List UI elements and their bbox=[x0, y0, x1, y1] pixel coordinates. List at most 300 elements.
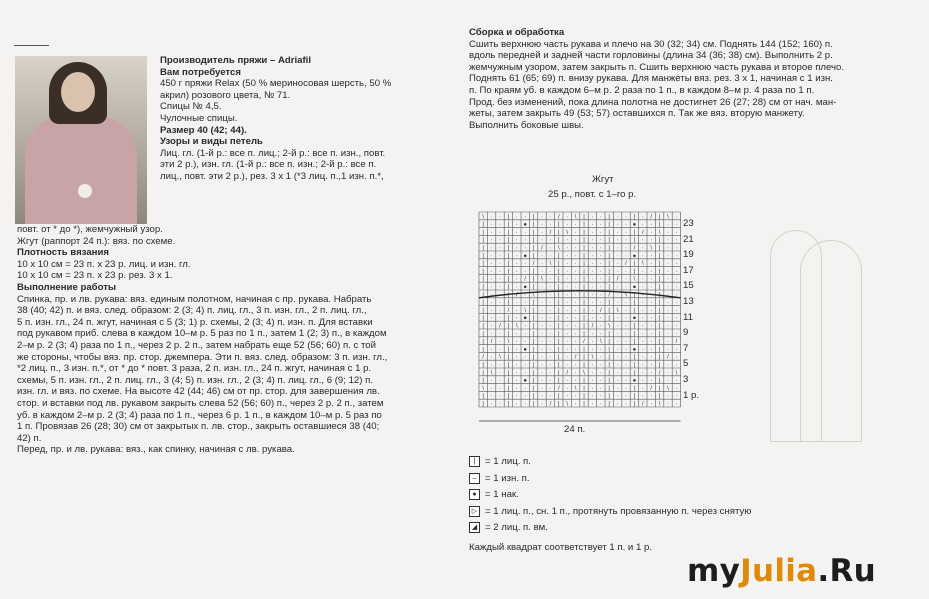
legend-text: = 2 лиц. п. вм. bbox=[485, 522, 548, 533]
stitch-symbol: · bbox=[625, 346, 627, 353]
stitch-symbol: · bbox=[541, 393, 543, 400]
stitch-symbol: · bbox=[515, 284, 518, 291]
text-line: Чулочные спицы. bbox=[160, 112, 238, 124]
stitch-symbol: · bbox=[574, 292, 577, 299]
stitch-symbol: · bbox=[490, 268, 493, 275]
stitch-symbol: · bbox=[499, 315, 501, 322]
stitch-symbol: · bbox=[667, 401, 669, 408]
stitch-symbol: | bbox=[507, 401, 510, 408]
stitch-symbol: · bbox=[549, 237, 552, 244]
stitch-symbol: · bbox=[515, 222, 518, 229]
stitch-symbol: | bbox=[583, 253, 585, 260]
legend-text: = 1 изн. п. bbox=[485, 472, 530, 484]
stitch-symbol: / bbox=[482, 354, 485, 361]
text-line: 38 (40; 42) п. и вяз. след. образом: 2 (3; 4) п. лиц. гл., 3 п. изн. гл., 2 п. лиц. гл., bbox=[17, 305, 367, 317]
stitch-symbol: · bbox=[667, 339, 669, 346]
stitch-symbol: | bbox=[532, 339, 535, 346]
stitch-symbol: ● bbox=[523, 346, 528, 353]
legend-symbol-icon: ◢ bbox=[469, 522, 480, 533]
text-line: Спинка, пр. и лв. рукава: вяз. единым полотном, начиная с пр. рукава. Набрать bbox=[17, 293, 372, 305]
stitch-symbol: · bbox=[675, 222, 678, 229]
stitch-symbol: · bbox=[515, 268, 518, 275]
stitch-symbol: | bbox=[558, 315, 560, 322]
stitch-symbol: | bbox=[482, 378, 484, 385]
stitch-symbol: · bbox=[549, 393, 552, 400]
stitch-symbol: · bbox=[549, 268, 552, 275]
stitch-symbol: | bbox=[608, 253, 610, 260]
stitch-symbol: · bbox=[650, 323, 653, 330]
stitch-symbol: · bbox=[524, 393, 527, 400]
stitch-symbol: · bbox=[650, 378, 653, 385]
stitch-symbol: | bbox=[608, 229, 610, 236]
stitch-symbol: · bbox=[541, 214, 543, 221]
stitch-symbol: · bbox=[515, 354, 518, 361]
stitch-symbol: | bbox=[608, 245, 610, 252]
stitch-symbol: ● bbox=[523, 378, 528, 385]
stitch-symbol: · bbox=[616, 229, 619, 236]
stitch-symbol: | bbox=[633, 292, 636, 299]
stitch-symbol: · bbox=[574, 276, 577, 283]
stitch-symbol: · bbox=[641, 237, 644, 244]
stitch-symbol: · bbox=[650, 346, 653, 353]
sweater-shape bbox=[25, 116, 137, 224]
stitch-symbol: · bbox=[625, 229, 627, 236]
row-label: 21 bbox=[683, 233, 694, 245]
stitch-symbol: / bbox=[641, 401, 644, 408]
stitch-symbol: · bbox=[625, 378, 627, 385]
stitch-symbol: · bbox=[667, 284, 669, 291]
stitch-symbol: \ bbox=[574, 385, 577, 392]
stitch-symbol: · bbox=[549, 300, 552, 307]
text-line: *2 лиц. п., 3 изн. п.*, от * до * повт. 3 раза, 2 п. изн. гл., 24 п. жгут, начиная с 1 р. bbox=[17, 363, 372, 375]
stitch-symbol: / bbox=[641, 229, 644, 236]
text-line: вдоль передней и задней части горловины (длина 34 (36; 38) см). Выполнить 2 р. bbox=[469, 50, 833, 62]
stitch-symbol: · bbox=[650, 292, 653, 299]
stitch-symbol: · bbox=[524, 362, 527, 369]
text-line: Выполнить боковые швы. bbox=[469, 119, 584, 131]
stitch-symbol: · bbox=[616, 378, 619, 385]
stitch-symbol: ● bbox=[632, 284, 637, 291]
stitch-symbol: · bbox=[574, 307, 577, 314]
text-line: Прод. без изменений, пока длина полотна не достигнет 26 (27; 28) см от нач. ман- bbox=[469, 96, 837, 108]
stitch-symbol: · bbox=[616, 300, 619, 307]
stitch-symbol: | bbox=[532, 331, 535, 338]
stitch-symbol: · bbox=[524, 385, 527, 392]
stitch-symbol: · bbox=[515, 346, 518, 353]
text-line: Спицы № 4,5. bbox=[160, 101, 222, 113]
stitch-symbol: · bbox=[566, 385, 569, 392]
stitch-symbol: · bbox=[599, 300, 602, 307]
stitch-symbol: | bbox=[608, 393, 610, 400]
stitch-symbol: · bbox=[541, 354, 543, 361]
stitch-symbol: \ bbox=[658, 229, 661, 236]
stitch-symbol: | bbox=[532, 362, 535, 369]
stitch-symbol: · bbox=[541, 222, 543, 229]
stitch-symbol: | bbox=[658, 237, 661, 244]
stitch-symbol: | bbox=[482, 292, 484, 299]
stitch-symbol: · bbox=[591, 401, 594, 408]
stitch-symbol: \ bbox=[499, 354, 501, 361]
stitch-symbol: \ bbox=[482, 385, 485, 392]
stitch-symbol: | bbox=[658, 393, 661, 400]
stitch-symbol: · bbox=[591, 362, 594, 369]
stitch-symbol: \ bbox=[507, 339, 510, 346]
stitch-symbol: · bbox=[574, 237, 577, 244]
stitch-symbol: | bbox=[633, 237, 636, 244]
text-line: 450 г пряжи Relax (50 % мериносовая шерсть, 50 % bbox=[160, 78, 392, 90]
stitch-symbol: | bbox=[658, 354, 661, 361]
stitch-symbol: · bbox=[515, 401, 518, 408]
stitch-symbol: · bbox=[574, 331, 577, 338]
stitch-symbol: · bbox=[541, 284, 543, 291]
stitch-symbol: · bbox=[566, 292, 569, 299]
stitch-symbol: | bbox=[482, 346, 484, 353]
stitch-symbol: | bbox=[507, 354, 510, 361]
stitch-symbol: | bbox=[558, 378, 560, 385]
stitch-symbol: · bbox=[574, 378, 577, 385]
stitch-symbol: · bbox=[499, 268, 501, 275]
stitch-symbol: | bbox=[608, 307, 610, 314]
stitch-symbol: / bbox=[658, 370, 661, 377]
stitch-symbol: | bbox=[658, 276, 661, 283]
stitch-symbol: / bbox=[650, 214, 653, 221]
text-line: 42) п. bbox=[17, 432, 42, 444]
stitch-symbol: · bbox=[675, 385, 678, 392]
stitch-symbol: · bbox=[515, 370, 518, 377]
stitch-symbol: · bbox=[524, 261, 527, 268]
stitch-symbol: · bbox=[641, 370, 644, 377]
stitch-symbol: · bbox=[675, 214, 678, 221]
stitch-symbol: \ bbox=[490, 370, 493, 377]
stitch-symbol: \ bbox=[515, 323, 518, 330]
stitch-symbol: · bbox=[625, 276, 627, 283]
stitch-symbol: / bbox=[549, 229, 552, 236]
stitch-symbol: · bbox=[549, 385, 552, 392]
stitch-symbol: · bbox=[490, 276, 493, 283]
stitch-symbol: | bbox=[532, 276, 535, 283]
model-photo bbox=[15, 56, 147, 224]
stitch-symbol: | bbox=[633, 229, 636, 236]
stitch-symbol: | bbox=[583, 323, 585, 330]
chart-title: Жгут bbox=[592, 174, 614, 185]
row-label: 17 bbox=[683, 264, 694, 276]
stitch-symbol: | bbox=[608, 401, 610, 408]
stitch-symbol: · bbox=[625, 237, 627, 244]
stitch-symbol: · bbox=[499, 346, 501, 353]
stitch-symbol: · bbox=[541, 378, 543, 385]
stitch-symbol: | bbox=[507, 331, 510, 338]
stitch-symbol: · bbox=[541, 261, 543, 268]
stitch-symbol: · bbox=[625, 385, 627, 392]
stitch-symbol: | bbox=[658, 284, 661, 291]
stitch-symbol: · bbox=[490, 261, 493, 268]
stitch-symbol: · bbox=[591, 331, 594, 338]
stitch-symbol: · bbox=[650, 307, 653, 314]
stitch-symbol: · bbox=[566, 214, 569, 221]
stitch-symbol: · bbox=[650, 222, 653, 229]
stitch-symbol: · bbox=[574, 261, 577, 268]
stitch-symbol: · bbox=[566, 354, 569, 361]
stitch-symbol: \ bbox=[482, 214, 485, 221]
stitch-symbol: · bbox=[599, 229, 602, 236]
stitch-symbol: · bbox=[499, 393, 501, 400]
text-line: уб. в каждом 2–м р. 2 (3; 4) раза по 1 п., через 6 р. 1 п., в каждом 10–м р. 5 раз по bbox=[17, 409, 382, 421]
stitch-symbol: ● bbox=[523, 315, 528, 322]
stitch-symbol: · bbox=[515, 237, 518, 244]
stitch-symbol: · bbox=[490, 237, 493, 244]
stitch-symbol: / bbox=[507, 307, 510, 314]
stitch-symbol: · bbox=[667, 323, 669, 330]
stitch-symbol: | bbox=[558, 237, 560, 244]
stitch-symbol: · bbox=[574, 229, 577, 236]
stitch-symbol: \ bbox=[524, 307, 527, 314]
stitch-symbol: · bbox=[490, 245, 493, 252]
stitch-symbol: · bbox=[549, 284, 552, 291]
stitch-symbol: | bbox=[482, 401, 484, 408]
stitch-symbol: · bbox=[667, 237, 669, 244]
stitch-symbol: · bbox=[675, 245, 678, 252]
chart-subtitle: 25 р., повт. с 1–го р. bbox=[548, 189, 637, 200]
stitch-symbol: · bbox=[675, 253, 678, 260]
text-line: Вам потребуется bbox=[160, 66, 241, 78]
stitch-symbol: · bbox=[675, 268, 678, 275]
stitch-symbol: · bbox=[625, 393, 627, 400]
stitch-symbol: · bbox=[524, 245, 527, 252]
stitch-symbol: · bbox=[541, 339, 543, 346]
stitch-symbol: | bbox=[608, 362, 610, 369]
stitch-symbol: · bbox=[650, 393, 653, 400]
stitch-symbol: · bbox=[616, 393, 619, 400]
stitch-symbol: | bbox=[532, 222, 535, 229]
stitch-symbol: · bbox=[524, 401, 527, 408]
stitch-symbol: · bbox=[616, 370, 619, 377]
stitch-symbol: / bbox=[574, 354, 577, 361]
stitch-symbol: · bbox=[549, 362, 552, 369]
stitch-symbol: · bbox=[591, 268, 594, 275]
stitch-symbol: | bbox=[658, 378, 661, 385]
stitch-symbol: ● bbox=[632, 315, 637, 322]
stitch-symbol: | bbox=[658, 214, 661, 221]
stitch-symbol: · bbox=[675, 378, 678, 385]
stitch-symbol: | bbox=[583, 300, 585, 307]
stitch-symbol: \ bbox=[616, 307, 619, 314]
stitch-symbol: · bbox=[616, 261, 619, 268]
text-line: Жгут (раппорт 24 п.): вяз. по схеме. bbox=[17, 235, 176, 247]
stitch-symbol: · bbox=[591, 253, 594, 260]
stitch-symbol: | bbox=[583, 378, 585, 385]
stitch-symbol: | bbox=[633, 214, 636, 221]
stitch-symbol: · bbox=[490, 346, 493, 353]
stitch-symbol: | bbox=[482, 284, 484, 291]
stitch-symbol: · bbox=[641, 307, 644, 314]
text-line: лиц., повт. эти 2 р.), рез. 3 х 1 (*3 лиц. п.,1 изн. п.*, bbox=[160, 170, 384, 182]
stitch-symbol: | bbox=[583, 401, 585, 408]
text-line: же стороны, чтобы вяз. пр. стор. джемпера. Эти п. вяз. след. образом: 3 п. изн. гл., bbox=[17, 351, 388, 363]
stitch-symbol: · bbox=[616, 237, 619, 244]
stitch-symbol: · bbox=[591, 393, 594, 400]
stitch-symbol: · bbox=[591, 237, 594, 244]
stitch-symbol: · bbox=[541, 385, 543, 392]
stitch-symbol: | bbox=[482, 237, 484, 244]
stitch-symbol: | bbox=[658, 261, 661, 268]
stitch-symbol: · bbox=[541, 229, 543, 236]
stitch-symbol: | bbox=[583, 354, 585, 361]
stitch-symbol: · bbox=[541, 315, 543, 322]
stitch-symbol: · bbox=[667, 229, 669, 236]
stitch-symbol: · bbox=[566, 331, 569, 338]
stitch-symbol: · bbox=[574, 284, 577, 291]
stitch-symbol: · bbox=[675, 315, 678, 322]
stitch-symbol: · bbox=[574, 222, 577, 229]
stitch-symbol: | bbox=[583, 315, 585, 322]
stitch-symbol: \ bbox=[650, 245, 653, 252]
stitch-symbol: · bbox=[641, 245, 644, 252]
text-line: Размер 40 (42; 44). bbox=[160, 124, 247, 136]
stitch-symbol: | bbox=[608, 370, 610, 377]
stitch-symbol: \ bbox=[566, 401, 569, 408]
stitch-symbol: | bbox=[532, 401, 535, 408]
stitch-symbol: · bbox=[490, 385, 493, 392]
stitch-symbol: / bbox=[490, 339, 493, 346]
stitch-symbol: · bbox=[650, 401, 653, 408]
stitch-symbol: · bbox=[490, 323, 493, 330]
text-line: Сшить верхнюю часть рукава и плечо на 30 (32; 34) см. Поднять 144 (152; 160) п. bbox=[469, 38, 833, 50]
stitch-symbol: · bbox=[641, 284, 644, 291]
stitch-symbol: | bbox=[583, 393, 585, 400]
stitch-symbol: \ bbox=[641, 261, 644, 268]
stitch-symbol: · bbox=[499, 331, 501, 338]
stitch-symbol: / bbox=[557, 385, 560, 392]
text-line: 10 х 10 см = 23 п. х 23 р. рез. 3 х 1. bbox=[17, 270, 173, 282]
legend-symbol-icon: | bbox=[469, 456, 480, 467]
stitch-symbol: · bbox=[616, 401, 619, 408]
row-label: 5 bbox=[683, 358, 689, 370]
stitch-symbol: ● bbox=[632, 253, 637, 260]
stitch-symbol: · bbox=[541, 300, 543, 307]
stitch-symbol: · bbox=[490, 307, 493, 314]
stitch-symbol: | bbox=[633, 261, 636, 268]
stitch-symbol: | bbox=[507, 385, 510, 392]
stitch-symbol: · bbox=[591, 300, 594, 307]
stitch-symbol: · bbox=[599, 245, 602, 252]
stitch-symbol: | bbox=[658, 331, 661, 338]
stitch-symbol: · bbox=[591, 346, 594, 353]
stitch-symbol: · bbox=[667, 245, 669, 252]
stitch-symbol: | bbox=[608, 237, 610, 244]
stitch-symbol: · bbox=[515, 253, 518, 260]
stitch-symbol: \ bbox=[667, 214, 669, 221]
stitch-symbol: | bbox=[583, 362, 585, 369]
stitch-symbol: | bbox=[507, 323, 510, 330]
stitch-symbol: \ bbox=[591, 354, 594, 361]
stitch-symbol: / bbox=[599, 307, 602, 314]
stitch-symbol: · bbox=[667, 331, 669, 338]
stitch-symbol: | bbox=[558, 346, 560, 353]
stitch-symbol: | bbox=[608, 214, 610, 221]
stitch-symbol: | bbox=[558, 323, 560, 330]
stitch-symbol: · bbox=[574, 393, 577, 400]
stitch-symbol: · bbox=[625, 222, 627, 229]
stitch-symbol: / bbox=[532, 261, 535, 268]
legend-text: = 1 лиц. п., сн. 1 п., протянуть провязанную п. через снятую bbox=[485, 505, 752, 517]
stitch-symbol: · bbox=[549, 315, 552, 322]
stitch-symbol: \ bbox=[583, 370, 585, 377]
stitch-symbol: | bbox=[658, 268, 661, 275]
stitch-symbol: | bbox=[532, 346, 535, 353]
stitch-symbol: · bbox=[675, 393, 678, 400]
stitch-symbol: · bbox=[667, 292, 669, 299]
stitch-symbol: · bbox=[499, 237, 501, 244]
stitch-symbol: | bbox=[583, 214, 585, 221]
stitch-symbol: | bbox=[658, 300, 661, 307]
stitch-symbol: · bbox=[667, 222, 669, 229]
stitch-symbol: · bbox=[667, 393, 669, 400]
stitch-symbol: | bbox=[658, 323, 661, 330]
stitch-symbol: | bbox=[532, 323, 535, 330]
stitch-symbol: | bbox=[558, 261, 560, 268]
text-line: эти 2 р.), изн. гл. (1-й р.: все п. изн.; 2-й р.: все п. bbox=[160, 159, 377, 171]
stitch-symbol: · bbox=[490, 378, 493, 385]
stitch-symbol: | bbox=[608, 284, 610, 291]
stitch-symbol: · bbox=[524, 370, 527, 377]
stitch-symbol: · bbox=[515, 276, 518, 283]
stitch-symbol: · bbox=[675, 229, 678, 236]
stitch-symbol: · bbox=[599, 222, 602, 229]
stitch-symbol: · bbox=[591, 292, 594, 299]
stitch-symbol: | bbox=[482, 323, 484, 330]
stitch-symbol: · bbox=[616, 331, 619, 338]
stitch-symbol: · bbox=[599, 276, 602, 283]
chart-note: Каждый квадрат соответствует 1 п. и 1 р. bbox=[469, 542, 652, 553]
stitch-symbol: · bbox=[574, 370, 577, 377]
stitch-symbol: · bbox=[566, 253, 569, 260]
stitch-symbol: | bbox=[482, 370, 484, 377]
stitch-symbol: · bbox=[641, 253, 644, 260]
stitch-symbol: · bbox=[667, 378, 669, 385]
stitch-symbol: / bbox=[549, 401, 552, 408]
stitch-symbol: · bbox=[490, 300, 493, 307]
row-label: 9 bbox=[683, 327, 689, 339]
stitch-symbol: · bbox=[549, 214, 552, 221]
stitch-symbol: | bbox=[532, 307, 535, 314]
stitch-symbol: · bbox=[499, 307, 501, 314]
stitch-symbol: · bbox=[490, 229, 493, 236]
stitch-symbol: · bbox=[499, 261, 501, 268]
stitch-symbol: / bbox=[524, 276, 527, 283]
stitch-symbol: | bbox=[633, 339, 636, 346]
stitch-symbol: · bbox=[499, 276, 501, 283]
stitch-symbol: · bbox=[616, 268, 619, 275]
stitch-symbol: · bbox=[515, 214, 518, 221]
stitch-symbol: | bbox=[482, 253, 484, 260]
stitch-symbol: · bbox=[599, 261, 602, 268]
stitch-symbol: ● bbox=[523, 253, 528, 260]
stitch-symbol: · bbox=[541, 362, 543, 369]
stitch-symbol: | bbox=[532, 354, 535, 361]
text-line: стор. и вставки под лв. рукавом закрыть слева 52 (56; 60) п., через 2 р. 2 п., затем bbox=[17, 397, 384, 409]
stitch-symbol: · bbox=[667, 315, 669, 322]
stitch-symbol: · bbox=[574, 401, 577, 408]
stitch-symbol: · bbox=[641, 214, 644, 221]
stitch-symbol: · bbox=[566, 307, 569, 314]
text-line: 5 п. изн. гл., 24 п. жгут, начиная с 5 (3; 1) р. схемы, 2 (3; 4) п. изн. п. Для вставки bbox=[17, 316, 373, 328]
stitch-symbol: · bbox=[499, 378, 501, 385]
stitch-symbol: | bbox=[608, 268, 610, 275]
stitch-symbol: | bbox=[482, 245, 484, 252]
stitch-symbol: | bbox=[608, 354, 610, 361]
stitch-symbol: \ bbox=[658, 401, 661, 408]
stitch-symbol: ● bbox=[632, 346, 637, 353]
